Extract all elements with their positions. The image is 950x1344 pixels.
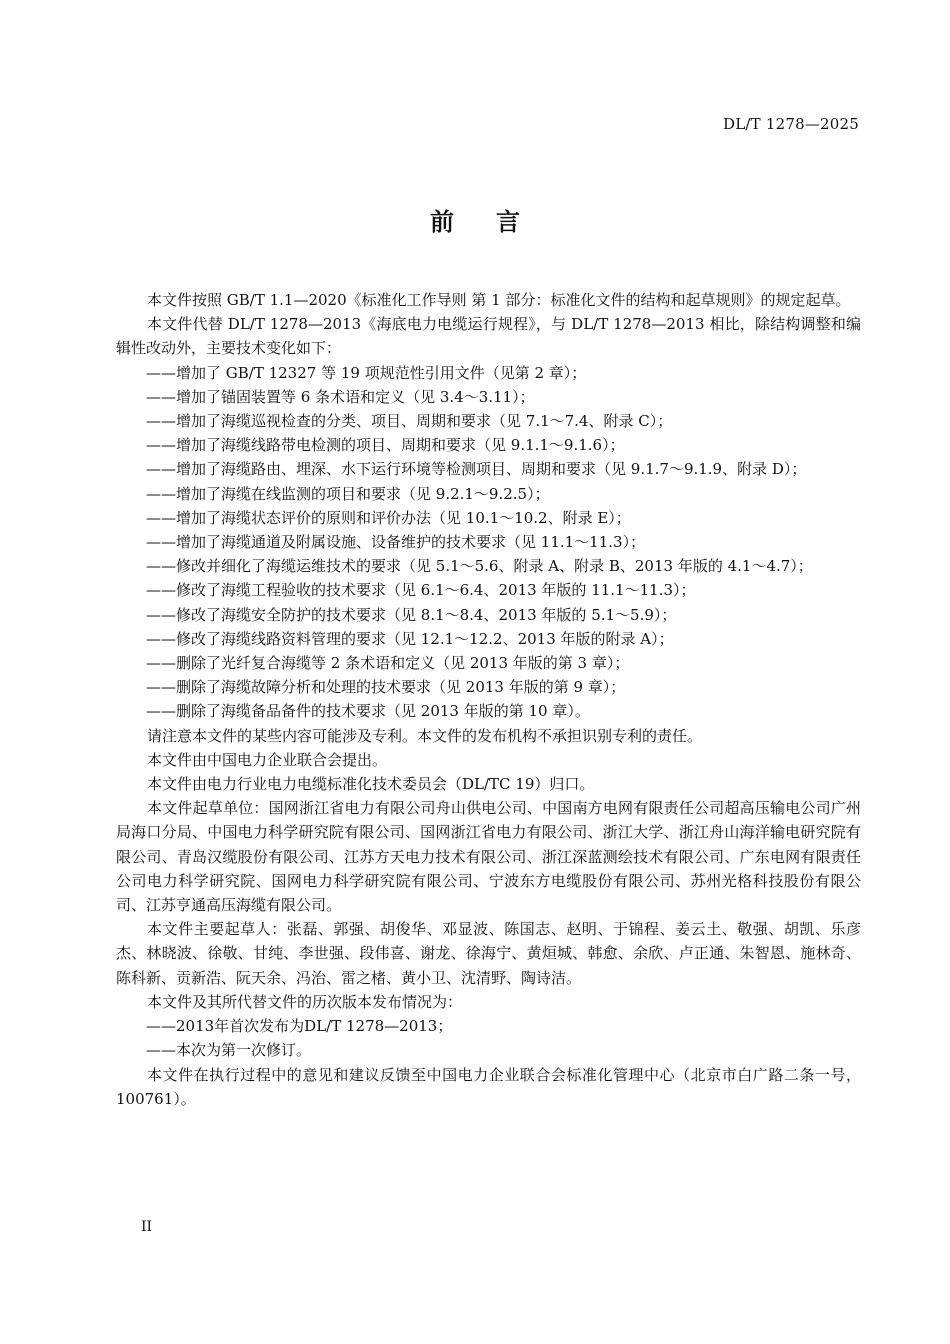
page-title: 前言 — [430, 208, 562, 236]
paragraph-replacement: 本文件代替 DL/T 1278—2013《海底电力电缆运行规程》，与 DL/T 1278—2013 相比，除结构调整和编辑性改动外，主要技术变化如下： — [116, 315, 861, 358]
list-item: ——修改了海缆线路资料管理的要求（见 12.1～12.2、2013 年版的附录 A）； — [146, 629, 674, 648]
list-item: ——增加了海缆线路带电检测的项目、周期和要求（见 9.1.1～9.1.6）； — [146, 436, 625, 455]
paragraph-drafting-units: 本文件起草单位：国网浙江省电力有限公司舟山供电公司、中国南方电网有限责任公司超高压输电公司广州局海口分局、中国电力科学研究院有限公司、国网浙江省电力有限公司、浙江大学、浙江舟山海洋输电研究院有限公司、青岛汉缆股份有限公司、江苏方天电力技术有限公司、浙江深蓝测绘技术有限公司、广东电网有限责任公司电力科学研究院、国网电力科学研究院有限公司、宁波东方电缆股份有限公司、苏州光格科技股份有限公司、江苏亨通高压海缆有限公司。 — [116, 799, 861, 915]
paragraph-patent: 请注意本文件的某些内容可能涉及专利。本文件的发布机构不承担识别专利的责任。 — [147, 726, 703, 745]
list-item: ——增加了海缆通道及附属设施、设备维护的技术要求（见 11.1～11.3）； — [146, 533, 646, 552]
list-item: ——增加了锚固装置等 6 条术语和定义（见 3.4～3.11）； — [146, 387, 535, 406]
paragraph-proposer: 本文件由中国电力企业联合会提出。 — [147, 750, 388, 769]
paragraph-centralized: 本文件由电力行业电力电缆标准化技术委员会（DL/TC 19）归口。 — [147, 775, 595, 794]
paragraph-drafters: 本文件主要起草人：张磊、郭强、胡俊华、邓显波、陈国志、赵明、于锦程、姜云土、敬强、胡凯、乐彦杰、林晓波、徐敬、甘纯、李世强、段伟喜、谢龙、徐海宁、黄烜城、韩愈、余欣、卢正通、朱智恩、施林奇、陈科新、贡新浩、阮天余、冯治、雷之楮、黄小卫、沈清野、陶诗洁。 — [116, 920, 861, 987]
list-item: ——增加了海缆巡视检查的分类、项目、周期和要求（见 7.1～7.4、附录 C）； — [146, 412, 673, 431]
foreword-body — [116, 288, 861, 1111]
history-item: ——2013年首次发布为DL/T 1278—2013； — [146, 1017, 453, 1036]
list-item: ——修改了海缆安全防护的技术要求（见 8.1～8.4、2013 年版的 5.1～5.9）； — [146, 605, 677, 624]
paragraph-drafting-rule: 本文件按照 GB/T 1.1—2020《标准化工作导则 第 1 部分：标准化文件的结构和起草规则》的规定起草。 — [147, 291, 851, 309]
page-number: II — [141, 1219, 153, 1235]
history-item: ——本次为第一次修订。 — [146, 1041, 312, 1060]
list-item: ——删除了海缆故障分析和处理的技术要求（见 2013 年版的第 9 章）； — [146, 678, 626, 697]
changes-list — [116, 361, 861, 724]
paragraph-feedback: 本文件在执行过程中的意见和建议反馈至中国电力企业联合会标准化管理中心（北京市白广路二条一号，100761）。 — [116, 1065, 861, 1108]
document-code: DL/T 1278—2025 — [723, 115, 859, 133]
list-item: ——增加了海缆状态评价的原则和评价办法（见 10.1～10.2、附录 E）； — [146, 508, 631, 527]
paragraph-history-intro: 本文件及其所代替文件的历次版本发布情况为： — [147, 992, 463, 1011]
list-item: ——增加了海缆路由、埋深、水下运行环境等检测项目、周期和要求（见 9.1.7～9.1.9、附录 D）； — [146, 460, 807, 479]
list-item: ——删除了海缆备品备件的技术要求（见 2013 年版的第 10 章）。 — [146, 702, 590, 721]
list-item: ——修改并细化了海缆运维技术的要求（见 5.1～5.6、附录 A、附录 B、2013 年版的 4.1～4.7）； — [146, 557, 813, 576]
list-item: ——增加了海缆在线监测的项目和要求（见 9.2.1～9.2.5）； — [146, 484, 550, 503]
list-item: ——增加了 GB/T 12327 等 19 项规范性引用文件（见第 2 章）； — [146, 363, 587, 382]
list-item: ——修改了海缆工程验收的技术要求（见 6.1～6.4、2013 年版的 11.1～11.3）； — [146, 581, 696, 600]
list-item: ——删除了光纤复合海缆等 2 条术语和定义（见 2013 年版的第 3 章）； — [146, 654, 630, 673]
